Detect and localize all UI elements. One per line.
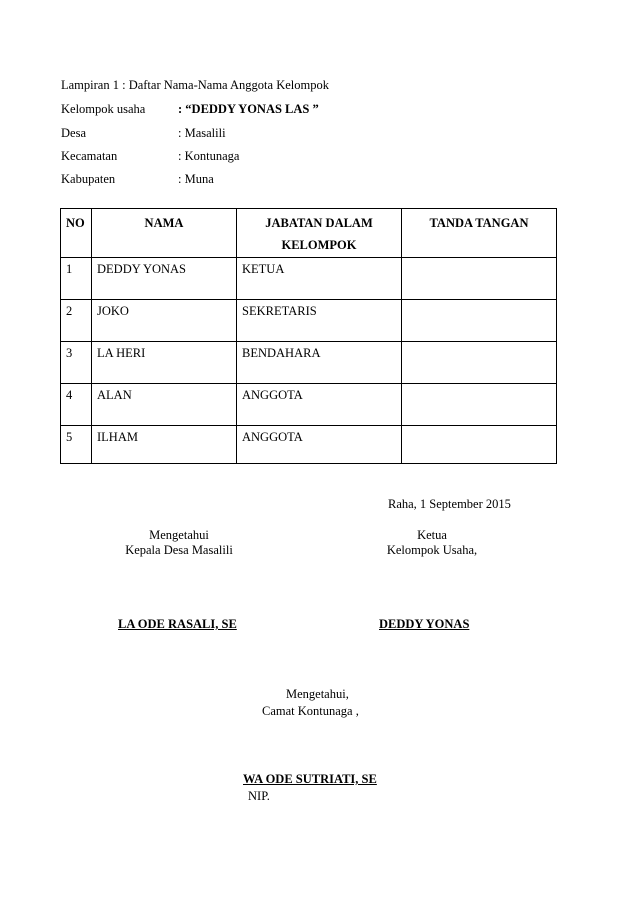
place-date: Raha, 1 September 2015 <box>388 497 511 511</box>
info-label: Kelompok usaha <box>61 102 146 116</box>
table-row <box>61 258 557 300</box>
table-header-row <box>61 209 557 258</box>
cell-jabatan: BENDAHARA <box>237 342 402 384</box>
info-value: : Kontunaga <box>178 149 240 163</box>
header-tanda-tangan: TANDA TANGAN <box>402 209 557 258</box>
cell-no: 1 <box>61 258 92 300</box>
cell-nama: ALAN <box>92 384 237 426</box>
left-signer-name: LA ODE RASALI, SE <box>118 617 237 631</box>
left-signer-line2: Kepala Desa Masalili <box>125 543 233 557</box>
table-row <box>61 300 557 342</box>
table-row <box>61 384 557 426</box>
cell-tanda-tangan <box>402 258 557 300</box>
cell-tanda-tangan <box>402 384 557 426</box>
cell-nama: LA HERI <box>92 342 237 384</box>
cell-no: 3 <box>61 342 92 384</box>
cell-jabatan: ANGGOTA <box>237 384 402 426</box>
bottom-signer-line2: Camat Kontunaga , <box>262 704 359 718</box>
cell-no: 2 <box>61 300 92 342</box>
info-value: : Masalili <box>178 126 226 140</box>
bottom-signer-line1: Mengetahui, <box>286 687 349 701</box>
cell-jabatan: KETUA <box>237 258 402 300</box>
attachment-title: Lampiran 1 : Daftar Nama-Nama Anggota Kelompok <box>61 78 329 92</box>
info-value: : Muna <box>178 172 214 186</box>
info-value: : “DEDDY YONAS LAS ” <box>178 102 319 116</box>
info-label: Kecamatan <box>61 149 118 163</box>
bottom-signer-name: WA ODE SUTRIATI, SE <box>243 772 377 786</box>
cell-tanda-tangan <box>402 426 557 464</box>
header-jabatan-line1: JABATAN DALAM <box>265 216 373 230</box>
bottom-signer-nip: NIP. <box>248 789 270 803</box>
cell-no: 4 <box>61 384 92 426</box>
cell-nama: ILHAM <box>92 426 237 464</box>
cell-jabatan: ANGGOTA <box>237 426 402 464</box>
header-nama: NAMA <box>92 209 237 258</box>
cell-nama: JOKO <box>92 300 237 342</box>
info-label: Kabupaten <box>61 172 116 186</box>
cell-tanda-tangan <box>402 300 557 342</box>
header-jabatan <box>237 209 402 258</box>
table-row <box>61 342 557 384</box>
right-signer-line1: Ketua <box>417 528 447 542</box>
header-no: NO <box>61 209 92 258</box>
left-signer-line1: Mengetahui <box>149 528 209 542</box>
header-jabatan-line2: KELOMPOK <box>281 238 357 252</box>
right-signer-line2: Kelompok Usaha, <box>386 543 478 557</box>
table-row <box>61 426 557 464</box>
cell-jabatan: SEKRETARIS <box>237 300 402 342</box>
cell-no: 5 <box>61 426 92 464</box>
cell-nama: DEDDY YONAS <box>92 258 237 300</box>
cell-tanda-tangan <box>402 342 557 384</box>
info-label: Desa <box>61 126 86 140</box>
member-table <box>60 208 557 464</box>
right-signer-name: DEDDY YONAS <box>379 617 470 631</box>
